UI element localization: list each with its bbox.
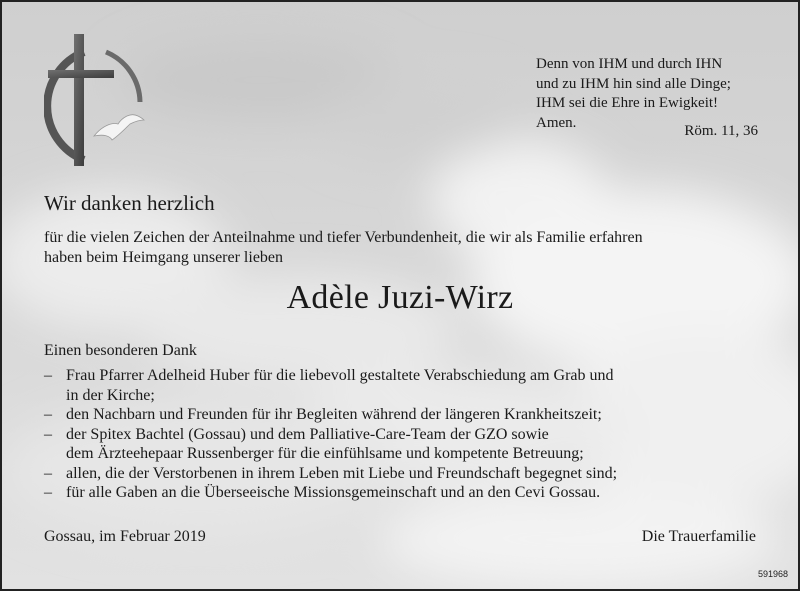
deceased-name: Adèle Juzi-Wirz <box>286 279 514 316</box>
list-item <box>44 366 764 405</box>
list-item-line: allen, die der Verstorbenen in ihrem Leben mit Liebe und Freundschaft begegnet sind; <box>66 464 618 482</box>
list-dash: – <box>44 425 52 443</box>
list-item <box>44 483 764 503</box>
bible-verse <box>536 55 758 139</box>
verse-line: Amen. <box>536 114 577 131</box>
intro-line: für die vielen Zeichen der Anteilnahme und tiefer Verbundenheit, die wir als Familie erfahren <box>44 229 643 246</box>
place-date: Gossau, im Februar 2019 <box>44 528 206 545</box>
list-dash: – <box>44 464 52 482</box>
special-thanks-title: Einen besonderen Dank <box>44 342 197 359</box>
list-item-line: für alle Gaben an die Überseeische Missionsgemeinschaft und an den Cevi Gossau. <box>66 484 601 501</box>
intro-text <box>44 228 764 267</box>
list-dash: – <box>44 367 52 384</box>
list-item-line: der Spitex Bachtel (Gossau) und dem Palliative-Care-Team der GZO sowie <box>66 425 549 443</box>
ad-code: 591968 <box>757 569 788 579</box>
verse-line: Denn von IHM und durch IHN <box>536 56 723 72</box>
verse-line: IHM sei die Ehre in Ewigkeit! <box>536 95 719 111</box>
thanks-list <box>44 366 764 503</box>
list-item <box>44 425 764 464</box>
cross-dove-circle-icon <box>44 32 154 172</box>
list-item <box>44 405 764 425</box>
intro-line: haben beim Heimgang unserer lieben <box>44 248 284 266</box>
list-item-line: dem Ärzteehepaar Russenberger für die einfühlsame und kompetente Betreuung; <box>66 445 584 462</box>
verse-reference: Röm. 11, 36 <box>684 123 758 139</box>
thanks-heading: Wir danken herzlich <box>44 191 215 215</box>
list-item <box>44 464 764 484</box>
list-item-line: Frau Pfarrer Adelheid Huber für die liebevoll gestaltete Verabschiedung am Grab und <box>66 367 614 384</box>
list-dash: – <box>44 406 52 423</box>
list-item-line: in der Kirche; <box>66 386 155 404</box>
list-dash: – <box>44 484 52 501</box>
verse-line: und zu IHM hin sind alle Dinge; <box>536 75 731 92</box>
list-item-line: den Nachbarn und Freunden für ihr Begleiten während der längeren Krankheitszeit; <box>66 406 602 423</box>
signature: Die Trauerfamilie <box>641 528 756 545</box>
